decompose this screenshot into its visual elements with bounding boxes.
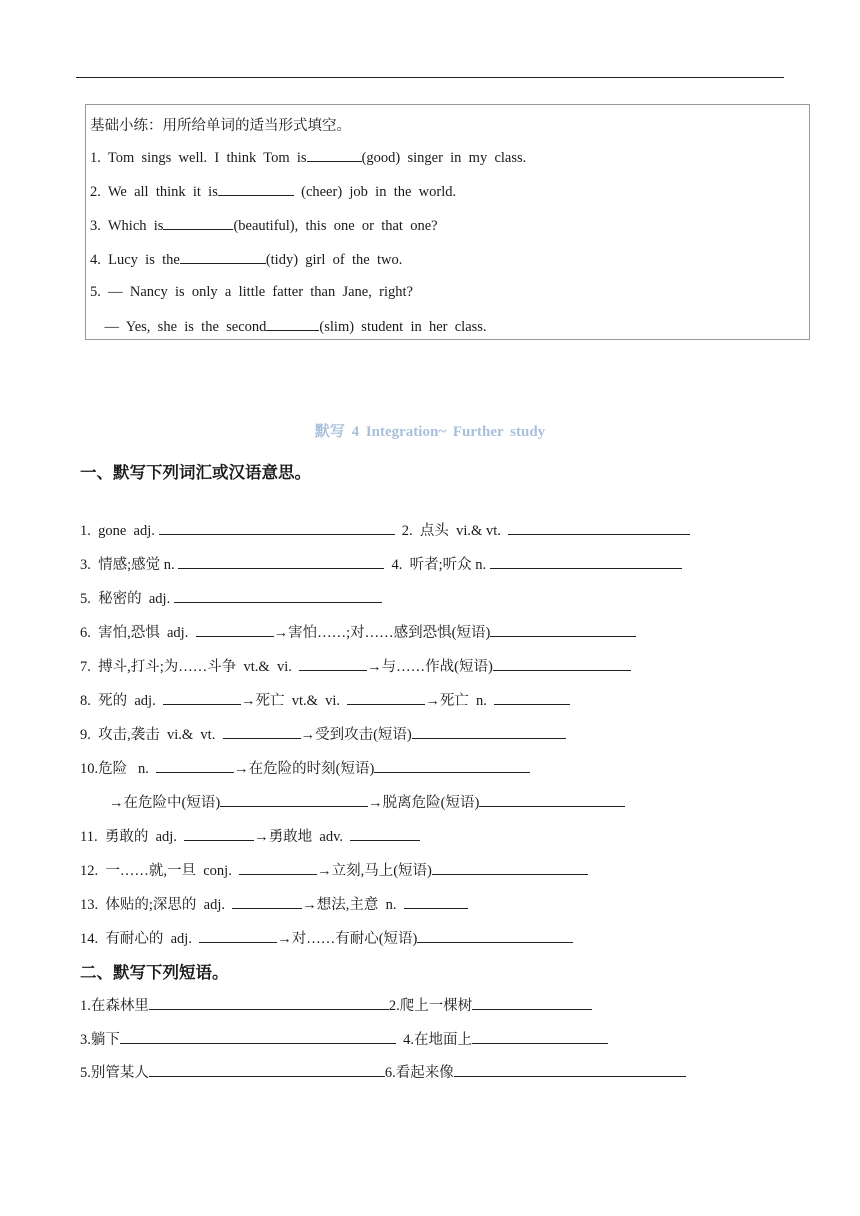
answer-blank[interactable] xyxy=(494,690,570,705)
answer-blank[interactable] xyxy=(178,554,384,569)
answer-blank[interactable] xyxy=(266,317,319,331)
practice-item: 1. Tom sings well. I think Tom is (good) singer in my class. xyxy=(90,150,527,166)
answer-blank[interactable] xyxy=(404,894,468,909)
answer-blank[interactable] xyxy=(412,724,566,739)
answer-blank[interactable] xyxy=(184,826,254,841)
answer-blank[interactable] xyxy=(374,758,530,773)
answer-blank[interactable] xyxy=(196,622,274,637)
answer-blank[interactable] xyxy=(149,995,389,1010)
answer-blank[interactable] xyxy=(174,588,382,603)
answer-blank[interactable] xyxy=(454,1062,686,1077)
answer-blank[interactable] xyxy=(490,622,636,637)
practice-box xyxy=(85,104,810,340)
answer-blank[interactable] xyxy=(199,928,277,943)
vocab-row: 7. 搏斗,打斗;为……斗争 vt.& vi. →与……作战(短语) xyxy=(80,655,631,676)
answer-blank[interactable] xyxy=(508,520,690,535)
answer-blank[interactable] xyxy=(163,690,241,705)
answer-blank[interactable] xyxy=(479,792,625,807)
answer-blank[interactable] xyxy=(149,1062,385,1077)
answer-blank[interactable] xyxy=(163,216,233,230)
answer-blank[interactable] xyxy=(472,1029,608,1044)
practice-instruction: 基础小练：用所给单词的适当形式填空。 xyxy=(90,118,351,134)
answer-blank[interactable] xyxy=(432,860,588,875)
section-heading: 二、默写下列短语。 xyxy=(80,963,229,982)
vocab-row: 14. 有耐心的 adj. →对……有耐心(短语) xyxy=(80,927,573,948)
answer-blank[interactable] xyxy=(299,656,367,671)
answer-blank[interactable] xyxy=(232,894,302,909)
vocab-row: 10.危险 n. →在危险的时刻(短语) xyxy=(80,757,530,778)
vocab-row: 5. 秘密的 adj. xyxy=(80,587,382,608)
answer-blank[interactable] xyxy=(307,148,362,162)
phrase-row: 1.在森林里 2.爬上一棵树 xyxy=(80,994,592,1015)
answer-blank[interactable] xyxy=(220,792,368,807)
answer-blank[interactable] xyxy=(347,690,425,705)
section-heading: 一、默写下列词汇或汉语意思。 xyxy=(80,463,311,482)
phrase-row: 5.别管某人 6.看起来像 xyxy=(80,1061,686,1082)
answer-blank[interactable] xyxy=(472,995,592,1010)
phrase-row: 3.躺下 4.在地面上 xyxy=(80,1028,608,1049)
page-title: 默写 4 Integration~ Further study xyxy=(314,424,546,440)
answer-blank[interactable] xyxy=(239,860,317,875)
vocab-row: 3. 情感;感觉 n. 4. 听者;听众 n. xyxy=(80,553,682,574)
vocab-row: 12. 一……就,一旦 conj. →立刻,马上(短语) xyxy=(80,859,588,880)
practice-item: 2. We all think it is (cheer) job in the world. xyxy=(90,184,457,200)
answer-blank[interactable] xyxy=(350,826,420,841)
answer-blank[interactable] xyxy=(490,554,682,569)
answer-blank[interactable] xyxy=(156,758,234,773)
vocab-row: 9. 攻击,袭击 vi.& vt. →受到攻击(短语) xyxy=(80,723,566,744)
vocab-row: 13. 体贴的;深思的 adj. →想法,主意 n. xyxy=(80,893,468,914)
vocab-row: 6. 害怕,恐惧 adj. →害怕……;对……感到恐惧(短语) xyxy=(80,621,636,642)
answer-blank[interactable] xyxy=(159,520,395,535)
answer-blank[interactable] xyxy=(120,1029,396,1044)
answer-blank[interactable] xyxy=(180,250,266,264)
practice-item: — Yes, she is the second (slim) student in her class. xyxy=(90,319,487,335)
vocab-row: →在危险中(短语) →脱离危险(短语) xyxy=(80,791,625,812)
practice-item: 3. Which is (beautiful), this one or that one? xyxy=(90,218,438,234)
answer-blank[interactable] xyxy=(417,928,573,943)
header-rule xyxy=(76,77,784,78)
vocab-row: 1. gone adj. 2. 点头 vi.& vt. xyxy=(80,519,690,540)
practice-item: 4. Lucy is the (tidy) girl of the two. xyxy=(90,252,403,268)
practice-item: 5. — Nancy is only a little fatter than Jane, right? xyxy=(90,284,413,300)
vocab-row: 8. 死的 adj. →死亡 vt.& vi. →死亡 n. xyxy=(80,689,570,710)
answer-blank[interactable] xyxy=(223,724,301,739)
vocab-row: 11. 勇敢的 adj. →勇敢地 adv. xyxy=(80,825,420,846)
answer-blank[interactable] xyxy=(493,656,631,671)
answer-blank[interactable] xyxy=(218,182,294,196)
